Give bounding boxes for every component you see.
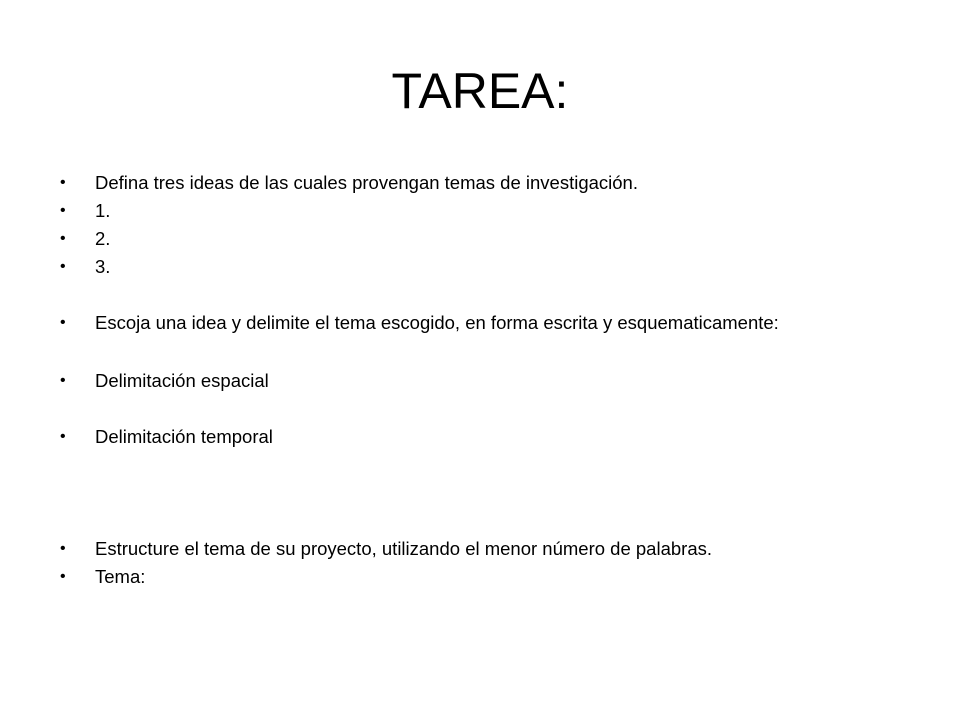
bullet-text: 1.: [95, 200, 111, 221]
bullet-text: Delimitación espacial: [95, 370, 269, 391]
bullet-item-1: [60, 198, 920, 224]
bullet-item-spatial: [60, 368, 920, 394]
bullet-item-2: [60, 226, 920, 252]
bullet-text: 3.: [95, 256, 111, 277]
bullet-text: 2.: [95, 228, 111, 249]
bullet-dot-icon: •: [60, 540, 66, 557]
bullet-dot-icon: •: [60, 230, 66, 247]
bullet-dot-icon: •: [60, 202, 66, 219]
bullet-dot-icon: •: [60, 314, 66, 331]
bullet-item-temporal: [60, 424, 920, 450]
slide-title: TAREA:: [391, 63, 569, 119]
bullet-text: Escoja una idea y delimite el tema escogido, en forma escrita y esquematicamente:: [95, 312, 779, 333]
bullet-text: Tema:: [95, 566, 146, 587]
bullet-text: Estructure el tema de su proyecto, utilizando el menor número de palabras.: [95, 538, 712, 559]
bullet-item-3: [60, 254, 920, 280]
bullet-dot-icon: •: [60, 258, 66, 275]
bullet-item-delimit: [60, 310, 920, 336]
bullet-item-topic: [60, 564, 920, 590]
bullet-dot-icon: •: [60, 428, 66, 445]
bullet-item-instruction: [60, 170, 920, 196]
bullet-dot-icon: •: [60, 568, 66, 585]
bullet-text: Delimitación temporal: [95, 426, 273, 447]
bullet-item-structure: [60, 536, 920, 562]
bullet-dot-icon: •: [60, 372, 66, 389]
bullet-dot-icon: •: [60, 174, 66, 191]
bullet-text: Defina tres ideas de las cuales provengan temas de investigación.: [95, 172, 638, 193]
